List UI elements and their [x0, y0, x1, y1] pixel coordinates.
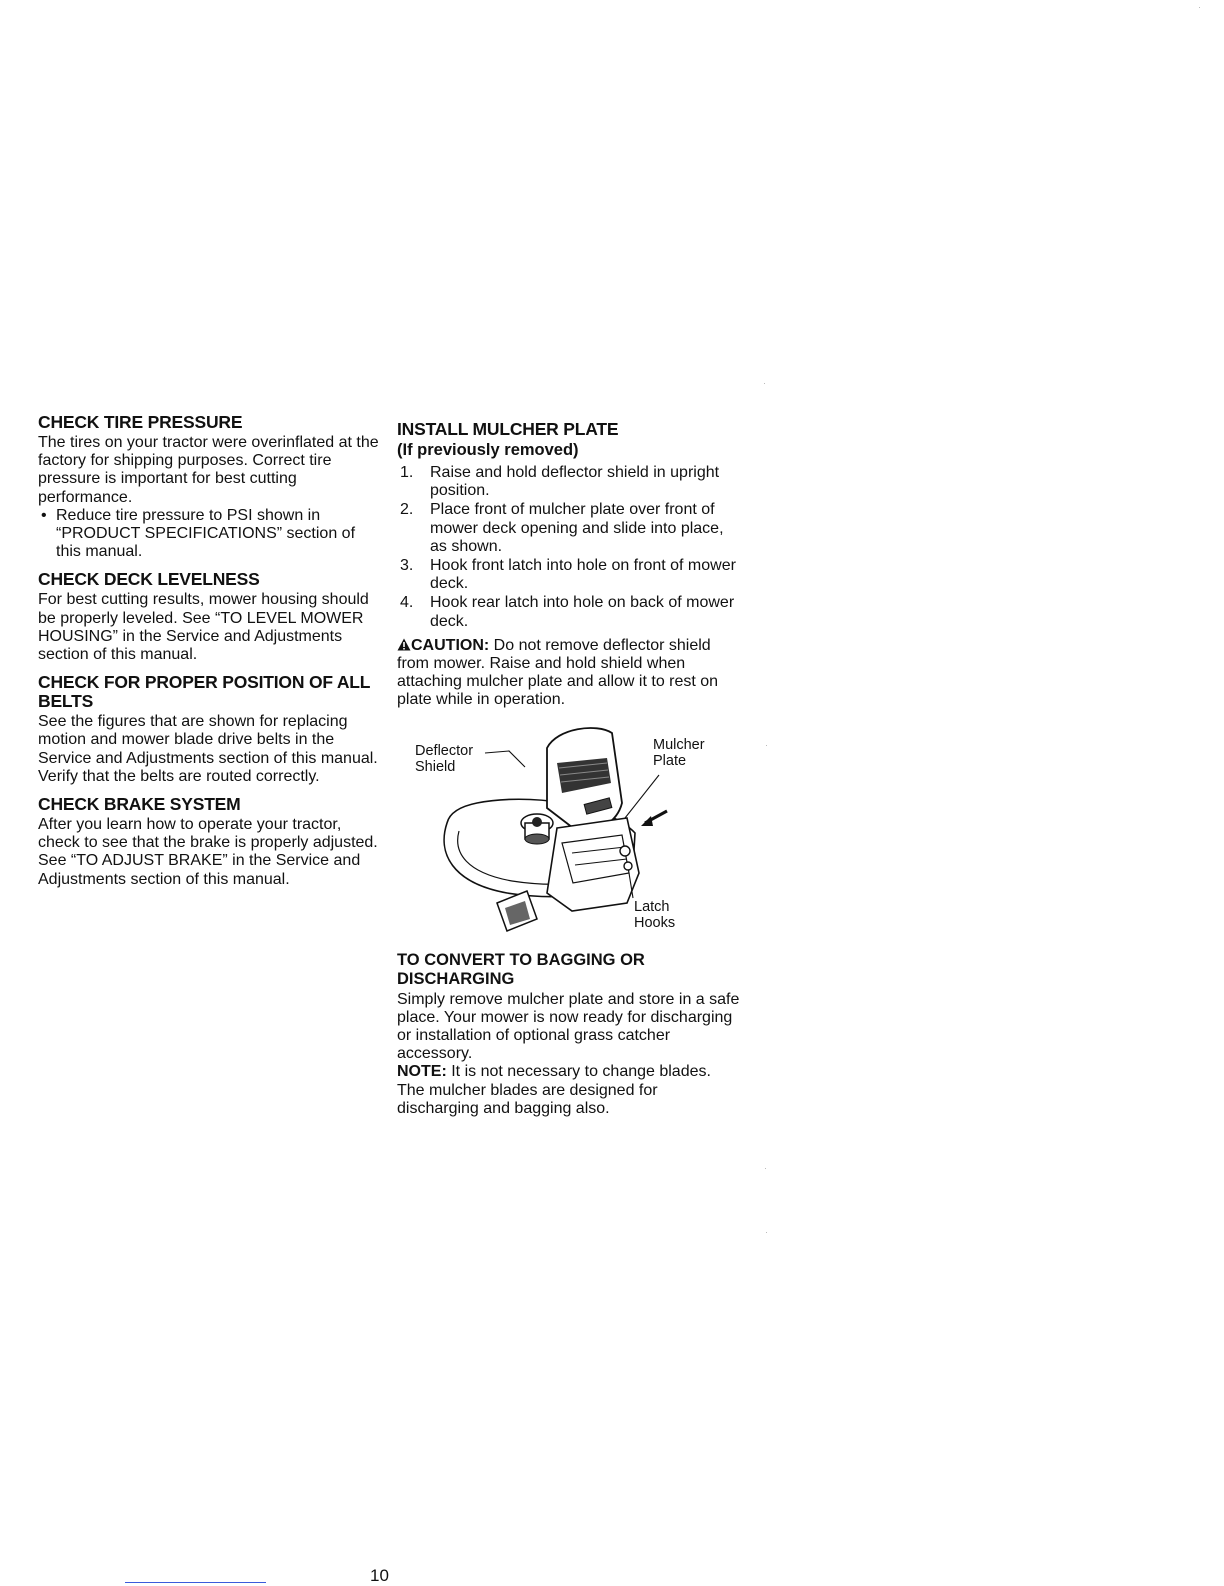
section-body-tire-pressure: The tires on your tractor were overinflated at the factory for shipping purposes. Correct tire pressure is important for best cutting performance.	[38, 434, 379, 506]
scan-speck	[764, 383, 765, 384]
label-latch-line1: Latch	[634, 898, 670, 915]
section-body-brake: After you learn how to operate your tractor, check to see that the brake is properly adjusted. See “TO ADJUST BRAKE” in the Service and Adjustments section of this manual.	[38, 816, 378, 888]
note-paragraph	[397, 1063, 742, 1118]
label-latch-hooks	[634, 899, 675, 931]
warning-triangle-icon	[397, 638, 411, 651]
section-heading-belts: CHECK FOR PROPER POSITION OF ALL BELTS	[38, 672, 370, 712]
step-item	[397, 501, 742, 556]
bullet-list	[38, 507, 383, 562]
caution-label: CAUTION:	[411, 636, 490, 654]
caution-notice	[397, 637, 742, 710]
section-subheading: (If previously removed)	[397, 441, 579, 459]
step-number: 1.	[400, 464, 414, 481]
section-body-convert: Simply remove mulcher plate and store in a safe place. Your mower is now ready for discharging or installation of optional grass catcher accessory.	[397, 990, 740, 1063]
convert-heading-line1: TO CONVERT TO BAGGING OR	[397, 950, 645, 969]
step-item	[397, 464, 742, 500]
label-deflector-line1: Deflector	[415, 742, 474, 759]
section-heading-deck-levelness: CHECK DECK LEVELNESS	[38, 569, 260, 590]
left-column	[38, 413, 383, 889]
scan-speck	[766, 745, 767, 746]
label-mulcher-plate	[653, 737, 705, 769]
step-text: Raise and hold deflector shield in upright position.	[430, 464, 720, 500]
section-heading-tire-pressure: CHECK TIRE PRESSURE	[38, 412, 243, 432]
section-heading-install-mulcher: INSTALL MULCHER PLATE	[397, 419, 619, 439]
scan-speck	[766, 1232, 767, 1233]
bullet-item: • Reduce tire pressure to PSI shown in “PRODUCT SPECIFICATIONS” section of this manual.	[38, 507, 383, 562]
step-item	[397, 594, 742, 630]
note-text: It is not necessary to change blades. The mulcher blades are designed for discharging and bagging also.	[397, 1063, 711, 1117]
label-mulcher-line2: Plate	[653, 752, 687, 769]
label-latch-line2: Hooks	[634, 914, 676, 931]
page-number: 10	[370, 1566, 389, 1585]
right-column	[397, 420, 742, 1118]
step-text: Hook front latch into hole on front of mower deck.	[430, 557, 736, 593]
caution-text: Do not remove deflector shield from mower. Raise and hold shield when attaching mulcher plate and allow it to rest on plate while in operation.	[397, 636, 719, 709]
label-deflector-shield	[415, 743, 473, 775]
step-number: 3.	[400, 557, 414, 575]
label-deflector-line2: Shield	[415, 758, 456, 775]
label-mulcher-line1: Mulcher	[653, 736, 705, 753]
note-label: NOTE:	[397, 1063, 447, 1081]
scan-speck	[765, 1168, 766, 1169]
step-number: 2.	[400, 501, 414, 519]
convert-heading-line2: DISCHARGING	[397, 969, 515, 988]
step-text: Place front of mulcher plate over front of mower deck opening and slide into place, as shown.	[430, 501, 724, 555]
section-heading-brake: CHECK BRAKE SYSTEM	[38, 794, 241, 815]
steps-list	[397, 464, 742, 631]
footer-rule	[125, 1582, 266, 1583]
scan-speck	[1199, 7, 1200, 8]
step-number: 4.	[400, 594, 414, 612]
section-body-deck-levelness: For best cutting results, mower housing should be properly leveled. See “TO LEVEL MOWER HOUSING” in the Service and Adjustments section of this manual.	[38, 591, 369, 664]
section-heading-convert	[397, 951, 742, 989]
mulcher-plate-figure	[397, 723, 737, 951]
section-body-belts: See the figures that are shown for replacing motion and mower blade drive belts in the Service and Adjustments section of this manual. Verify that the belts are routed correctly.	[38, 713, 378, 785]
step-text: Hook rear latch into hole on back of mower deck.	[430, 594, 735, 630]
step-item	[397, 557, 742, 593]
